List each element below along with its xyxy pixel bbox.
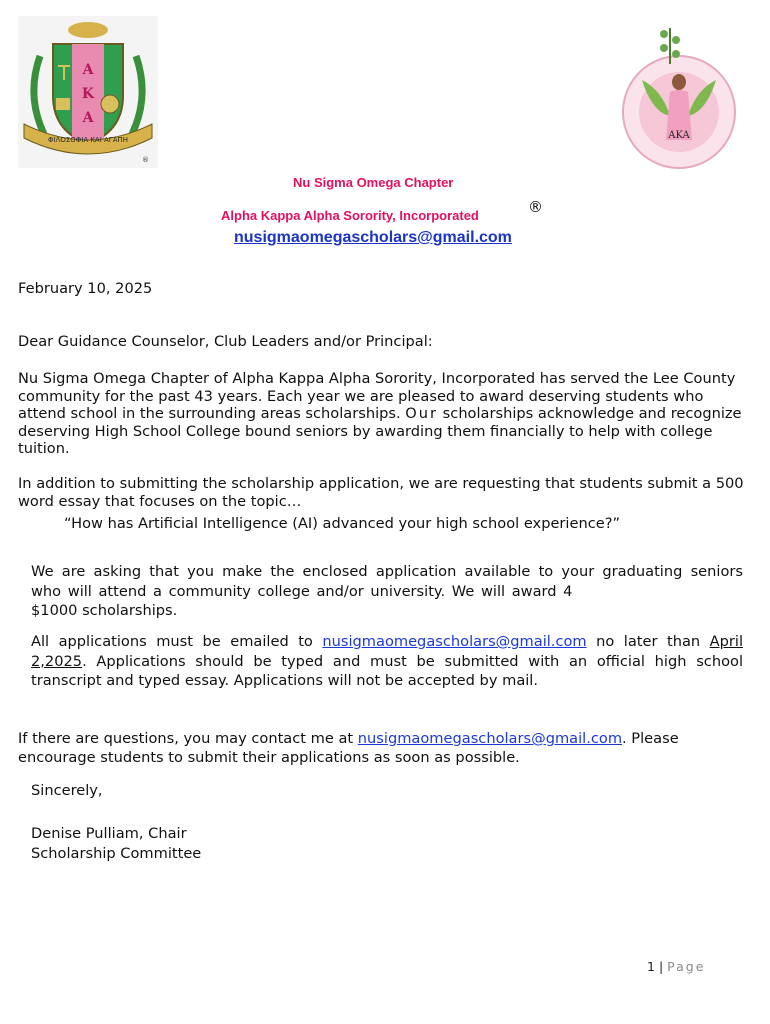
contact-text-b: . Please encourage students to submit their applications as soon as possible.	[18, 730, 679, 766]
registered-trademark-symbol: ®	[528, 198, 543, 216]
intro-text-b: scholarships acknowledge and recognize deserving High School College bound seniors by awarding them financially to help with college tuition.	[18, 405, 742, 458]
intro-text-a: Nu Sigma Omega Chapter of Alpha Kappa Alpha Sorority, Incorporated has served the Lee County community for the past 43 years. Each year we are pleased to award deserving students who attend school in the surrounding areas scholarships.	[18, 370, 736, 423]
deadline-text-b: no later than	[586, 633, 710, 650]
header-email-link[interactable]: nusigmaomegascholars@gmail.com	[234, 229, 512, 246]
svg-text:A: A	[82, 62, 94, 78]
contact-text-a: If there are questions, you may contact me at	[18, 730, 358, 747]
application-line-1: We are asking that you make the enclosed application available to your graduating seniors	[31, 563, 743, 580]
sorority-crest-logo	[18, 16, 158, 168]
footer-separator: |	[658, 959, 664, 974]
svg-text:A: A	[82, 110, 94, 126]
deadline-text-a: All applications must be emailed to	[31, 633, 323, 650]
emblem-graphic	[612, 20, 746, 172]
letter-date: February 10, 2025	[18, 280, 153, 297]
application-line-2: who will attend a community college and/or university. We will award 4	[31, 582, 573, 600]
page-footer	[647, 959, 705, 974]
svg-text:®: ®	[142, 156, 149, 164]
deadline-email-link[interactable]: nusigmaomegascholars@gmail.com	[322, 633, 587, 650]
organization-name: Alpha Kappa Alpha Sorority, Incorporated	[221, 208, 479, 223]
crest-graphic	[18, 16, 158, 168]
deadline-date: April 2,2025	[31, 633, 743, 670]
svg-text:K: K	[81, 86, 95, 102]
contact-paragraph	[18, 729, 748, 767]
svg-text:ΦΙΛΟΣΟΦΙΑ ΚΑΙ ΑΓΑΠΗ: ΦΙΛΟΣΟΦΙΑ ΚΑΙ ΑΓΑΠΗ	[47, 136, 129, 144]
deadline-text-c: . Applications should be typed and must be submitted with an official high school transcript and typed essay. Applications will not be accepted by mail.	[31, 652, 743, 689]
essay-topic-quote: “How has Artificial Intelligence (AI) advanced your high school experience?”	[64, 515, 621, 532]
salutation: Dear Guidance Counselor, Club Leaders and/or Principal:	[18, 333, 433, 350]
handshake-icon	[68, 22, 108, 38]
page-number: 1	[647, 959, 655, 974]
chapter-name: Nu Sigma Omega Chapter	[293, 175, 454, 190]
aka-emblem-logo	[612, 20, 746, 172]
contact-email-link[interactable]: nusigmaomegascholars@gmail.com	[357, 730, 623, 747]
application-paragraph	[31, 562, 743, 621]
essay-paragraph: In addition to submitting the scholarship application, we are requesting that students submit a 500 word essay that focuses on the topic…	[18, 475, 744, 510]
signer-name: Denise Pulliam, Chair	[31, 825, 187, 842]
intro-text-our: Our	[405, 405, 439, 423]
page-label: Page	[667, 959, 706, 974]
deadline-paragraph	[31, 632, 743, 691]
svg-text:AKA: AKA	[668, 130, 690, 141]
intro-paragraph	[18, 370, 748, 458]
application-line-3: $1000 scholarships.	[31, 602, 178, 619]
signer-title: Scholarship Committee	[31, 845, 202, 862]
closing: Sincerely,	[31, 782, 103, 799]
